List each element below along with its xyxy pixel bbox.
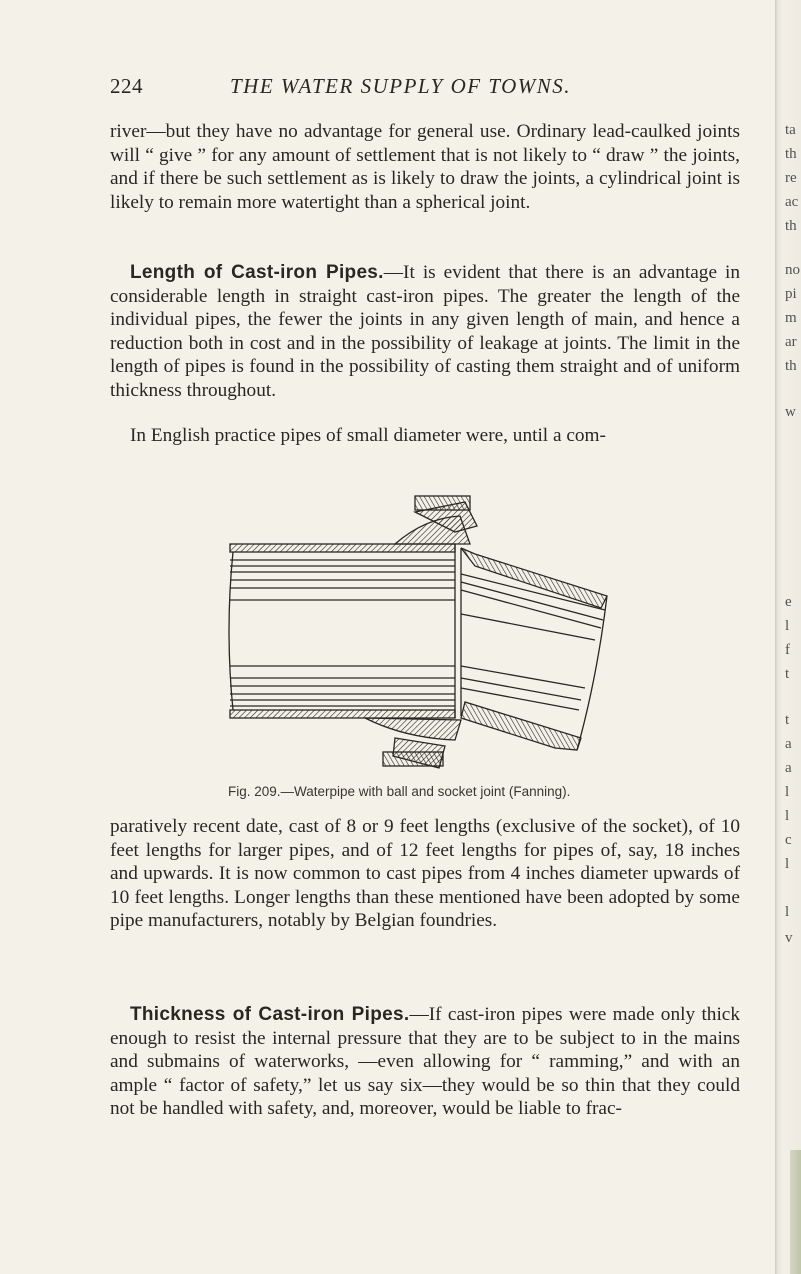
fragment: no: [785, 262, 800, 278]
paragraph-thickness-body: —If cast-iron pipes were made only thick enough to resist the internal pressure that they are to be subject to in the mains and submains of waterworks, —even allowing for “ ramming,” and with an ample “ factor of safety,” let us say six—they would be so thin that they could not be handled with safety, and, moreover, would be liable to frac-: [110, 1004, 741, 1120]
fragment: th: [785, 218, 797, 234]
socket: [365, 496, 477, 768]
paragraph-length-body: —It is evident that there is an advantage in considerable length in straight cast-iron pipes. The greater the length of the individual pipes, the fewer the joints in any given length of main, and hence a reduction both in cost and in the possibility of leakage at joints. The limit in the length of pipes is found in the possibility of casting them straight and of uniform thickness throughout.: [110, 262, 740, 401]
fragment: a: [785, 736, 792, 752]
fragment: ar: [785, 334, 797, 350]
fragment: re: [785, 170, 797, 186]
adjacent-page-edge: [775, 0, 801, 1274]
fragment: a: [785, 760, 792, 776]
paragraph-english-practice: In English practice pipes of small diameter were, until a com-: [130, 425, 606, 446]
section-heading-length: Length of Cast-iron Pipes.: [130, 262, 384, 283]
fragment: c: [785, 832, 792, 848]
fragment: w: [785, 404, 796, 420]
page-spine-shadow: [790, 1150, 801, 1274]
fragment: f: [785, 642, 790, 658]
figure-ball-socket-joint: [225, 488, 615, 780]
fragment: m: [785, 310, 797, 326]
fragment: v: [785, 930, 793, 946]
fragment: l: [785, 904, 790, 920]
paragraph-thickness: [110, 1003, 740, 1121]
paragraph-lengths: paratively recent date, cast of 8 or 9 feet lengths (exclusive of the socket), of 10 feet lengths for larger pipes, and of 12 feet lengths for pipes of, say, 18 inches and upwards. It is now common to cast pipes from 4 inches diameter upwards of 10 feet lengths. Longer lengths than these mentioned have been adopted by some pipe manufacturers, notably by Belgian foundries.: [110, 816, 740, 932]
fragment: th: [785, 358, 797, 374]
fragment: l: [785, 618, 790, 634]
left-pipe: [229, 544, 455, 718]
fragment: ta: [785, 122, 796, 138]
paragraph-length: [110, 261, 740, 403]
running-header: [110, 74, 750, 104]
fragment: l: [785, 784, 790, 800]
fragment: t: [785, 666, 790, 682]
paragraph-joints: river—but they have no advantage for general use. Ordinary lead-caulked joints will “ give ” for any amount of settlement that is not likely to “ draw ” the joints, and if there be such settlement as is likely to draw the joints, a cylindrical joint is likely to remain more watertight than a spherical joint.: [110, 121, 740, 213]
fragment: l: [785, 856, 790, 872]
fragment: pi: [785, 286, 797, 302]
fragment: e: [785, 594, 792, 610]
fragment: l: [785, 808, 790, 824]
fragment: t: [785, 712, 790, 728]
fragment: ac: [785, 194, 799, 210]
section-heading-thickness: Thickness of Cast-iron Pipes.: [130, 1004, 410, 1025]
running-title: THE WATER SUPPLY OF TOWNS.: [230, 74, 572, 98]
figure-caption: Fig. 209.—Waterpipe with ball and socket joint (Fanning).: [228, 784, 571, 799]
page-number: 224: [110, 74, 143, 98]
right-pipe: [461, 548, 607, 750]
fragment: th: [785, 146, 797, 162]
